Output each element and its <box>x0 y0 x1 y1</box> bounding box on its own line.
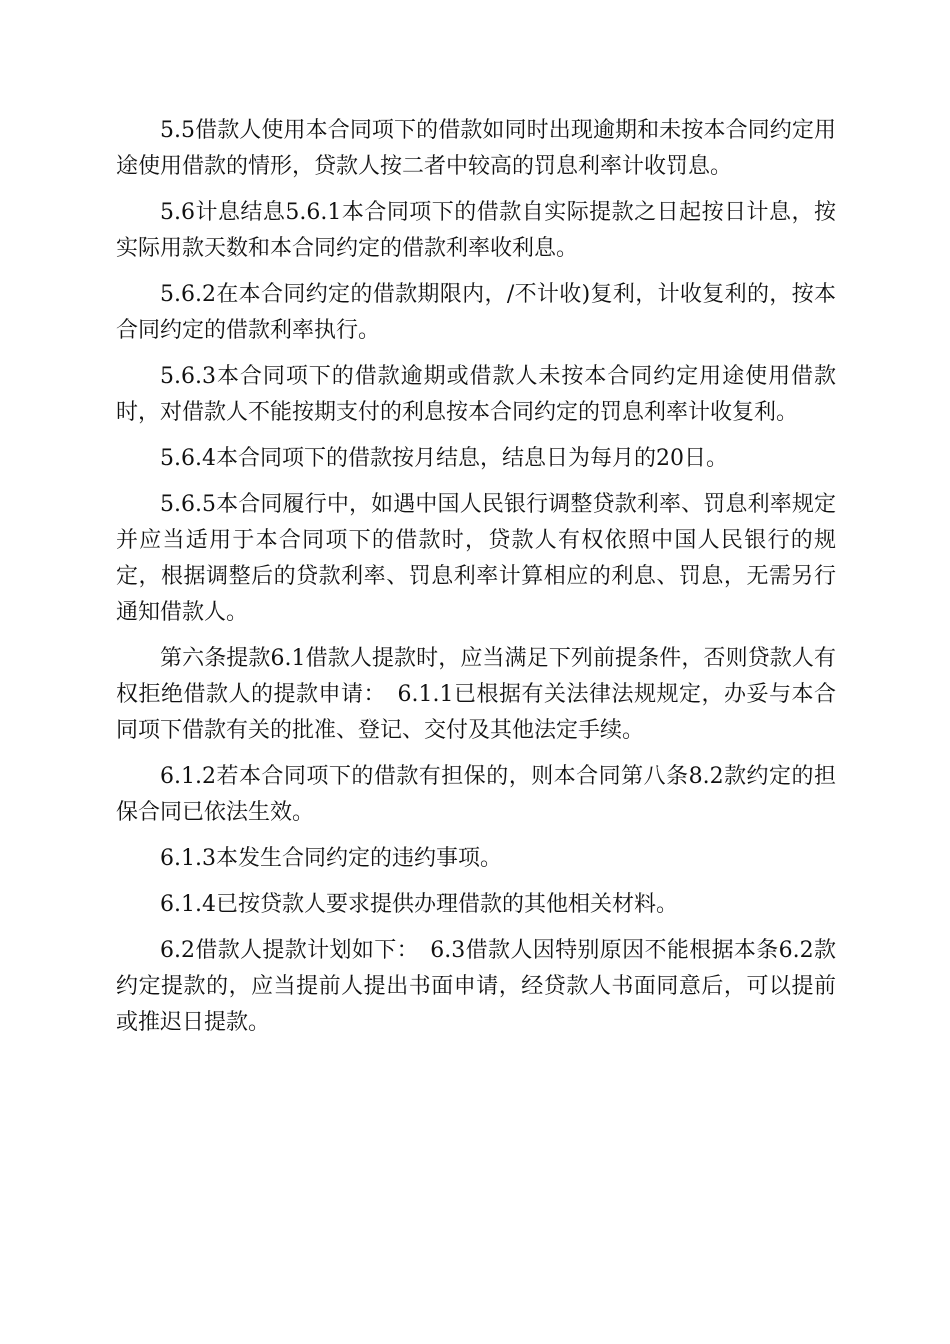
paragraph-6-2-6-3: 6.2借款人提款计划如下： 6.3借款人因特别原因不能根据本条6.2款约定提款的，应当提前人提出书面申请，经贷款人书面同意后，可以提前或推迟日提款。 <box>116 938 836 1035</box>
document-body <box>116 113 836 1051</box>
paragraph-6-1-3: 6.1.3本发生合同约定的违约事项。 <box>160 846 502 871</box>
paragraph-5-6-5: 5.6.5本合同履行中，如遇中国人民银行调整贷款利率、罚息利率规定并应当适用于本合同项下的借款时，贷款人有权依照中国人民银行的规定，根据调整后的贷款利率、罚息利率计算相应的利息、罚息，无需另行通知借款人。 <box>116 492 836 625</box>
paragraph-5-6-3: 5.6.3本合同项下的借款逾期或借款人未按本合同约定用途使用借款时，对借款人不能按期支付的利息按本合同约定的罚息利率计收复利。 <box>116 364 836 425</box>
paragraph-5-6-2: 5.6.2在本合同约定的借款期限内，/不计收)复利，计收复利的，按本合同约定的借款利率执行。 <box>116 282 836 343</box>
paragraph-5-6-1: 5.6计息结息5.6.1本合同项下的借款自实际提款之日起按日计息，按实际用款天数和本合同约定的借款利率收利息。 <box>116 200 836 261</box>
paragraph-5-6-4: 5.6.4本合同项下的借款按月结息，结息日为每月的20日。 <box>160 446 728 471</box>
paragraph-6-1-4: 6.1.4已按贷款人要求提供办理借款的其他相关材料。 <box>160 892 678 917</box>
paragraph-6-1-2: 6.1.2若本合同项下的借款有担保的，则本合同第八条8.2款约定的担保合同已依法生效。 <box>116 764 836 825</box>
paragraph-article-6-1: 第六条提款6.1借款人提款时，应当满足下列前提条件，否则贷款人有权拒绝借款人的提款申请： 6.1.1已根据有关法律法规规定，办妥与本合同项下借款有关的批准、登记、交付及其他法定手续。 <box>116 646 836 743</box>
paragraph-5-5: 5.5借款人使用本合同项下的借款如同时出现逾期和未按本合同约定用途使用借款的情形，贷款人按二者中较高的罚息利率计收罚息。 <box>116 118 836 179</box>
